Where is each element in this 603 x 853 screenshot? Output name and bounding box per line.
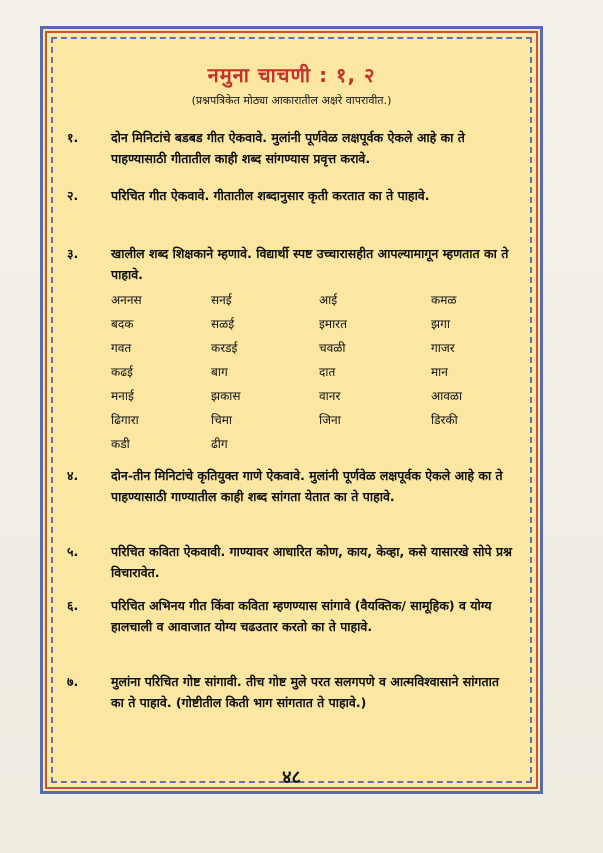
page-subtitle: (प्रश्नपत्रिकेत मोठ्या आकारातील अक्षरे वापरावीत.) xyxy=(191,94,392,107)
word: जिना xyxy=(319,413,341,427)
word: चिमा xyxy=(211,413,233,427)
word: कमळ xyxy=(431,293,457,307)
instruction-item-1 xyxy=(67,127,516,171)
word: झकास xyxy=(211,389,241,403)
content-area xyxy=(51,37,532,788)
word: आई xyxy=(319,293,338,307)
item-number: ३. xyxy=(67,246,79,261)
word: डिरकी xyxy=(431,413,458,427)
instruction-item-3 xyxy=(67,243,516,287)
word: गवत xyxy=(111,341,132,355)
item-number: १. xyxy=(67,130,79,145)
word: आवळा xyxy=(431,389,463,403)
word: ढीग xyxy=(211,437,228,451)
item-text: परिचित गीत ऐकवावे. गीतातील शब्दानुसार कृती करतात का ते पाहावे. xyxy=(111,188,430,203)
word: मनाई xyxy=(111,389,134,403)
item-text: परिचित अभिनय गीत किंवा कविता म्हणण्यास सांगावे (वैयक्तिक/ सामूहिक) व योग्य हालचाली व आवाजात योग्य चढउतार करतो का ते पाहावे. xyxy=(111,598,492,634)
word: सनई xyxy=(211,293,232,307)
word: कढई xyxy=(111,365,133,379)
bordered-frame xyxy=(40,26,543,794)
word: कडी xyxy=(111,437,130,451)
word: दात xyxy=(319,365,336,379)
word: झगा xyxy=(431,317,450,331)
instruction-item-2 xyxy=(67,185,516,229)
instruction-item-5 xyxy=(67,541,516,585)
word: मान xyxy=(431,365,448,379)
item-text: परिचित कविता ऐकवावी. गाण्यावर आधारित कोण, काय, केव्हा, कसे यासारखे सोपे प्रश्न विचारावेत. xyxy=(111,544,512,580)
item-text: दोन-तीन मिनिटांचे कृतियुक्त गाणे ऐकवावे. मुलांनी पूर्णवेळ लक्षपूर्वक ऐकले आहे का ते पाहण्यासाठी गाण्यातील काही शब्द सांगता येतात का ते पाहावे. xyxy=(111,468,503,504)
item-number: ७. xyxy=(67,674,79,689)
word: ढिगारा xyxy=(111,413,139,427)
word: सळई xyxy=(211,317,235,331)
word: गाजर xyxy=(431,341,455,355)
instruction-item-6 xyxy=(67,595,516,661)
word: बदक xyxy=(111,317,134,331)
page-title: नमुना चाचणी : १, २ xyxy=(207,63,376,87)
word: बाग xyxy=(211,365,228,379)
item-number: ५. xyxy=(67,544,79,559)
item-number: ४. xyxy=(67,468,79,483)
item-number: ६. xyxy=(67,598,79,613)
word: वानर xyxy=(319,389,341,403)
item-text: खालील शब्द शिक्षकाने म्हणावे. विद्यार्थी स्पष्ट उच्चारासहीत आपल्यामागून म्हणतात का ते पाहावे. xyxy=(111,246,509,282)
item-text: मुलांना परिचित गोष्ट सांगावी. तीच गोष्ट मुले परत सलगपणे व आत्मविश्वासाने सांगतात का ते पाहावे. (गोष्टीतील किती भाग सांगतात ते पाहावे.) xyxy=(111,674,499,710)
word: चवळी xyxy=(319,341,346,355)
instruction-item-7 xyxy=(67,671,516,737)
word: इमारत xyxy=(319,317,347,331)
word: करडई xyxy=(211,341,238,355)
instruction-item-4 xyxy=(67,465,516,531)
item-text: दोन मिनिटांचे बडबड गीत ऐकवावे. मुलांनी पूर्णवेळ लक्षपूर्वक ऐकले आहे का ते पाहण्यासाठी गीतातील काही शब्द सांगण्यास प्रवृत्त करावे. xyxy=(111,130,465,166)
page-number: ४८ xyxy=(282,767,301,788)
item-number: २. xyxy=(67,188,79,203)
word: अननस xyxy=(111,293,142,307)
